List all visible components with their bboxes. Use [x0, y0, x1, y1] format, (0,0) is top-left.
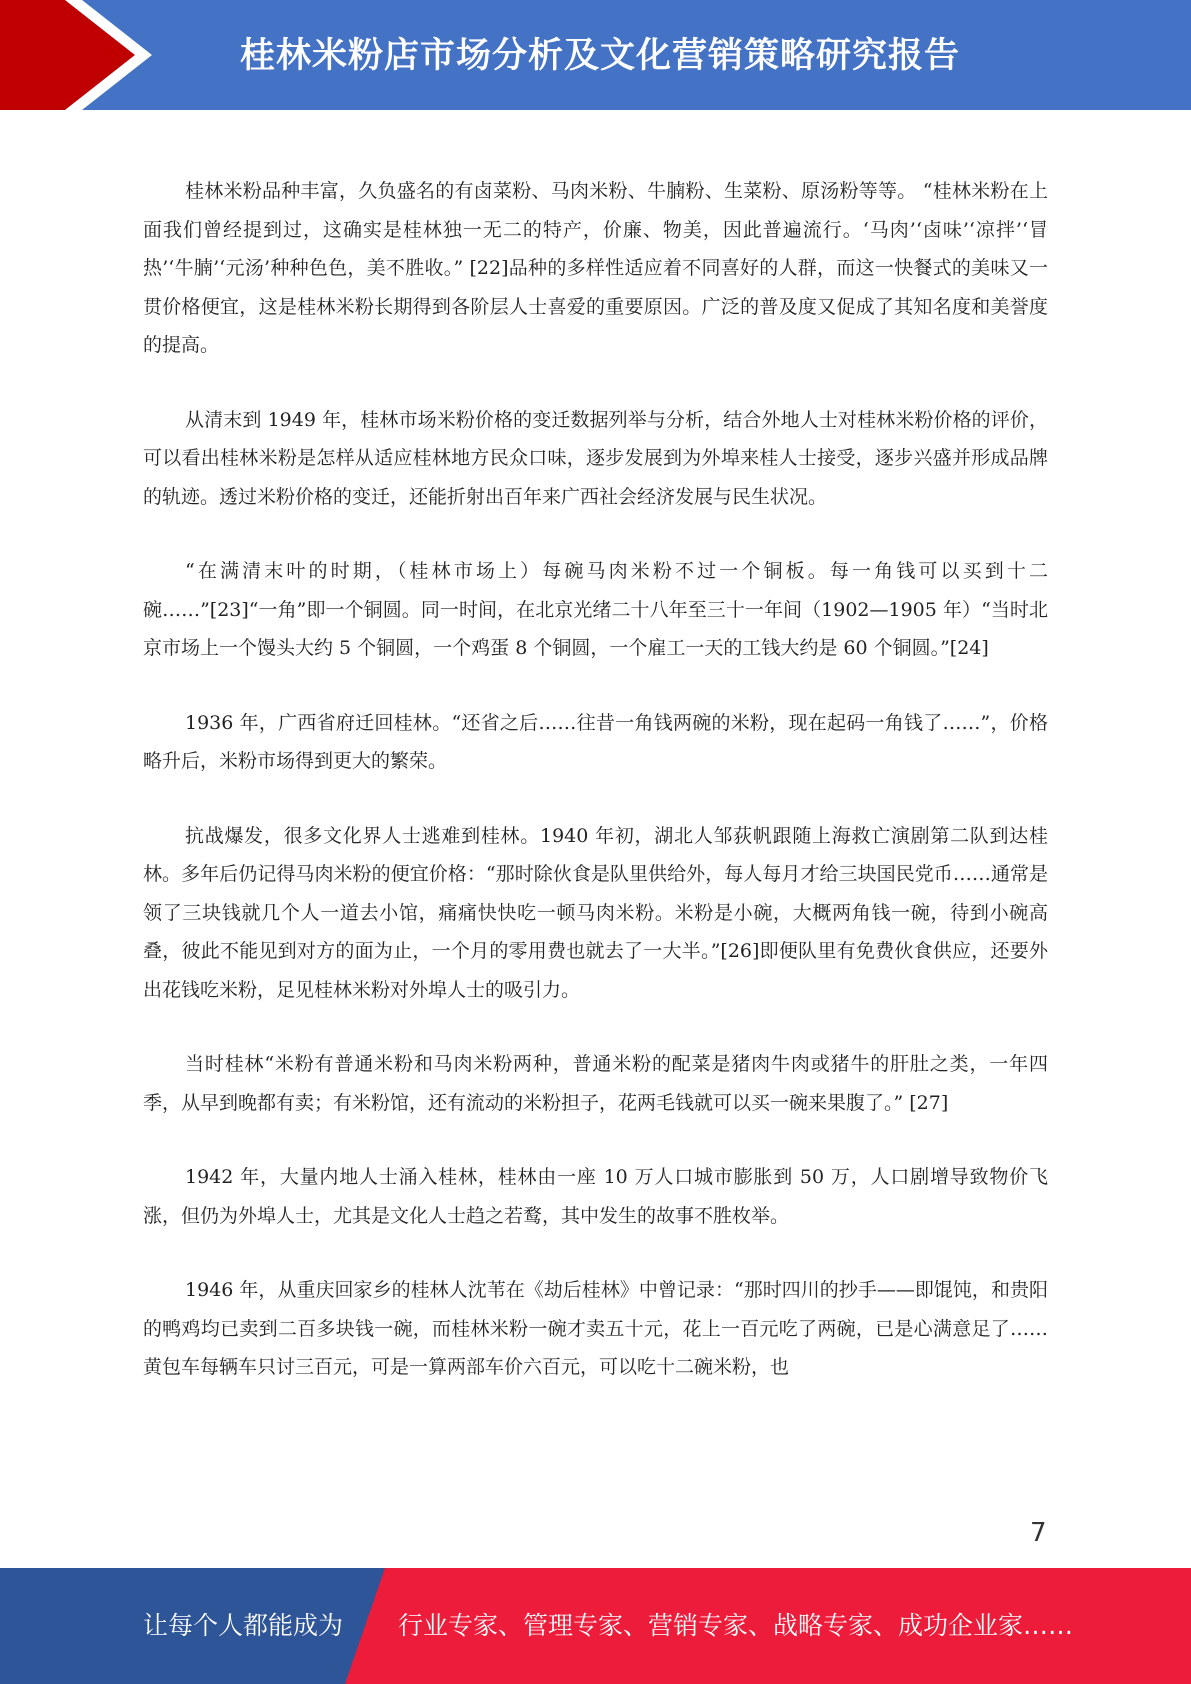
paragraph: 1936 年，广西省府迁回桂林。“还省之后……往昔一角钱两碗的米粉，现在起码一角钱了……”，价格略升后，米粉市场得到更大的繁荣。 [143, 711, 1048, 772]
paragraph: 抗战爆发，很多文化界人士逃难到桂林。1940 年初，湖北人邹荻帆跟随上海救亡演剧第二队到达桂林。多年后仍记得马肉米粉的便宜价格：“那时除伙食是队里供给外，每人每月才给三块国民党币……通常是领了三块钱就几个人一道去小馆，痛痛快快吃一顿马肉米粉。米粉是小碗，大概两角钱一碗，待到小碗高叠，彼此不能见到对方的面为止，一个月的零用费也就去了一大半。”[26]即便队里有免费伙食供应，还要外出花钱吃米粉，足见桂林米粉对外埠人士的吸引力。 [143, 824, 1048, 1001]
paragraph: 1946 年，从重庆回家乡的桂林人沈苇在《劫后桂林》中曾记录：“那时四川的抄手——即馄饨，和贵阳的鸭鸡均已卖到二百多块钱一碗，而桂林米粉一碗才卖五十元，花上一百元吃了两碗，已是心满意足了……黄包车每辆车只讨三百元，可是一算两部车价六百元，可以吃十二碗米粉，也 [143, 1279, 1048, 1378]
page-header [0, 0, 1191, 110]
footer-slogan-left: 让每个人都能成为 [143, 1611, 344, 1640]
paragraph: 从清末到 1949 年，桂林市场米粉价格的变迁数据列举与分析，结合外地人士对桂林米粉价格的评价，可以看出桂林米粉是怎样从适应桂林地方民众口味，逐步发展到为外埠来桂人士接受，逐步兴盛并形成品牌的轨迹。透过米粉价格的变迁，还能折射出百年来广西社会经济发展与民生状况。 [143, 408, 1048, 508]
document-title: 桂林米粉店市场分析及文化营销策略研究报告 [240, 36, 961, 76]
paragraph: “在满清末叶的时期，（桂林市场上）每碗马肉米粉不过一个铜板。每一角钱可以买到十二碗……”[23]“一角”即一个铜圆。同一时间，在北京光绪二十八年至三十一年间（1902—1905 年）“当时北京市场上一个馒头大约 5 个铜圆，一个鸡蛋 8 个铜圆，一个雇工一天的工钱大约是 60 个铜圆。”[24] [143, 560, 1048, 659]
paragraph: 当时桂林“米粉有普通米粉和马肉米粉两种，普通米粉的配菜是猪肉牛肉或猪牛的肝肚之类，一年四季，从早到晚都有卖；有米粉馆，还有流动的米粉担子，花两毛钱就可以买一碗来果腹了。” [27] [143, 1053, 1048, 1114]
paragraph: 1942 年，大量内地人士涌入桂林，桂林由一座 10 万人口城市膨胀到 50 万，人口剧增导致物价飞涨，但仍为外埠人士，尤其是文化人士趋之若鹜，其中发生的故事不胜枚举。 [143, 1166, 1048, 1227]
page-footer [0, 1568, 1191, 1684]
footer-slogan-right: 行业专家、管理专家、营销专家、战略专家、成功企业家…… [398, 1611, 1074, 1640]
report-body [143, 172, 1048, 1423]
paragraph: 桂林米粉品种丰富，久负盛名的有卤菜粉、马肉米粉、牛腩粉、生菜粉、原汤粉等等。 “桂林米粉在上面我们曾经提到过，这确实是桂林独一无二的特产，价廉、物美，因此普遍流行。‘马肉’‘卤味’‘凉拌’‘冒热’‘牛腩’‘元汤’种种色色，美不胜收。” [22]品种的多样性适应着不同喜好的人群，而这一快餐式的美味又一贯价格便宜，这是桂林米粉长期得到各阶层人士喜爱的重要原因。广泛的普及度又促成了其知名度和美誉度的提高。 [143, 180, 1048, 356]
page-number: 7 [1030, 1518, 1047, 1548]
